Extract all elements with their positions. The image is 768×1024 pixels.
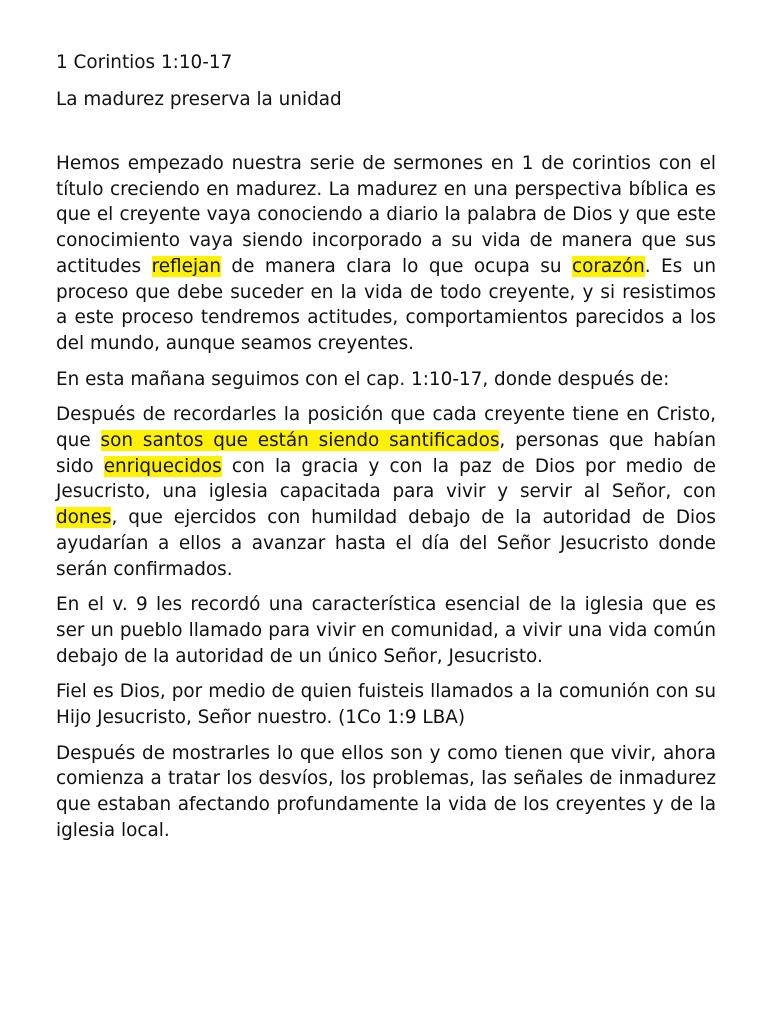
text-run: con la gracia y con la paz de Dios por medio de Jesucristo, una iglesia capacitada para vivir y servir al Señor, con xyxy=(56,455,716,503)
text-run: Hemos empezado nuestra serie de sermones en 1 de corintios con el título creciendo en madurez. La madurez en una perspectiva bíblica es que el creyente vaya conociendo a diario la palabra de Dios y que este conocimiento vaya siendo incorporado a su vida de manera que sus actitudes xyxy=(56,153,716,277)
text-run: . Es un proceso que debe suceder en la vida de todo creyente, y si resistimos a este proceso tendremos actitudes, comportamientos parecidos a los del mundo, aunque seamos creyentes. xyxy=(56,255,716,354)
text-run: Después de mostrarles lo que ellos son y como tienen que vivir, ahora comienza a tratar los desvíos, los problemas, las señales de inmadurez que estaban afectando profundamente la vida de los creyentes y de la iglesia local. xyxy=(56,742,716,841)
text-run: En el v. 9 les recordó una característica esencial de la iglesia que es ser un pueblo llamado para vivir en comunidad, a vivir una vida común debajo de la autoridad de un único Señor, Jesucristo. xyxy=(56,594,716,667)
scripture-reference: 1 Corintios 1:10-17 xyxy=(56,52,233,73)
text-run: , que ejercidos con humildad debajo de la autoridad de Dios ayudarían a ellos a avanzar hasta el día del Señor Jesucristo donde serán confirmados. xyxy=(56,507,716,580)
text-run: En esta mañana seguimos con el cap. 1:10-17, donde después de: xyxy=(56,368,670,390)
highlighted-text: corazón xyxy=(571,255,645,277)
text-run: de manera clara lo que ocupa su xyxy=(220,255,572,277)
paragraph xyxy=(56,741,716,844)
document-body xyxy=(56,151,716,844)
paragraph xyxy=(56,402,716,582)
text-run: , personas que habían sido xyxy=(56,430,716,477)
text-run: Fiel es Dios, por medio de quien fuisteis llamados a la comunión con su Hijo Jesucristo, Señor nuestro. (1Co 1:9 LBA) xyxy=(56,681,716,729)
highlighted-text: enriquecidos xyxy=(103,455,222,477)
paragraph xyxy=(56,151,716,357)
paragraph xyxy=(56,679,716,730)
text-run: Después de recordarles la posición que cada creyente tiene en Cristo, que xyxy=(56,404,716,452)
paragraph xyxy=(56,592,716,669)
sermon-title: La madurez preserva la unidad xyxy=(56,89,342,110)
paragraph xyxy=(56,367,716,393)
highlighted-text: reflejan xyxy=(151,255,221,277)
highlighted-text: dones xyxy=(56,507,112,529)
highlighted-text: son santos que están siendo santificados xyxy=(100,430,500,452)
